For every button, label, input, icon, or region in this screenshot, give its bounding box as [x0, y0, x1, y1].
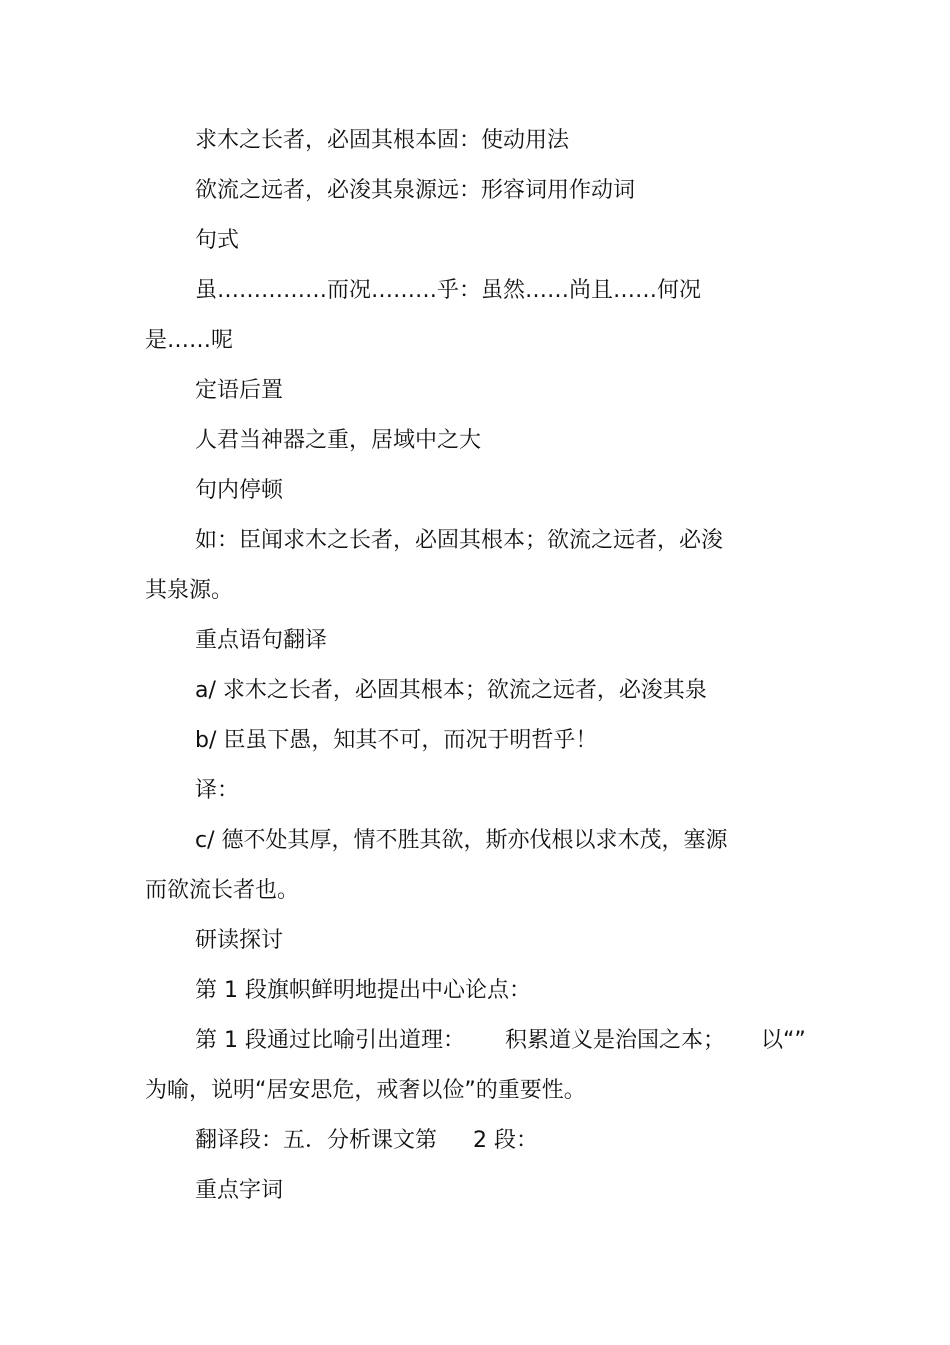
text-segment: 翻译段：五．分析课文第	[195, 1128, 438, 1153]
text-line: 欲流之远者，必浚其泉源远：形容词用作动词	[195, 178, 636, 203]
text-line: 译：	[195, 778, 240, 803]
text-line-continuation: 为喻，说明“居安思危，戒奢以俭”的重要性。	[145, 1078, 586, 1103]
section-heading: 研读探讨	[195, 928, 284, 953]
section-heading: 重点语句翻译	[195, 628, 328, 653]
text-segment: 2 段：	[473, 1128, 539, 1153]
text-line	[195, 1126, 895, 1156]
section-heading: 句内停顿	[195, 478, 284, 503]
text-line	[195, 1026, 895, 1056]
text-line: 人君当神器之重，居域中之大	[195, 428, 482, 453]
text-line: c/ 德不处其厚，情不胜其欲，斯亦伐根以求木茂，塞源	[195, 828, 728, 853]
text-line: 第 1 段旗帜鲜明地提出中心论点：	[195, 978, 531, 1003]
text-line-continuation: 而欲流长者也。	[145, 878, 300, 903]
text-segment: 积累道义是治国之本；	[504, 1028, 725, 1053]
text-segment: 以“”	[761, 1028, 806, 1053]
text-line: 求木之长者，必固其根本固：使动用法	[195, 128, 570, 153]
text-line-continuation: 是……呢	[145, 328, 234, 353]
text-segment: 第 1 段通过比喻引出道理：	[195, 1028, 465, 1053]
text-line: a/ 求木之长者，必固其根本；欲流之远者，必浚其泉	[195, 678, 707, 703]
section-heading: 重点字词	[195, 1178, 284, 1203]
section-heading: 定语后置	[195, 378, 284, 403]
section-heading: 句式	[195, 228, 240, 253]
text-line: b/ 臣虽下愚，知其不可，而况于明哲乎！	[195, 728, 598, 753]
text-line: 虽……………而况………乎：虽然……尚且……何况	[195, 278, 702, 303]
text-line-continuation: 其泉源。	[145, 578, 234, 603]
text-line: 如：臣闻求木之长者，必固其根本；欲流之远者，必浚	[195, 528, 724, 553]
